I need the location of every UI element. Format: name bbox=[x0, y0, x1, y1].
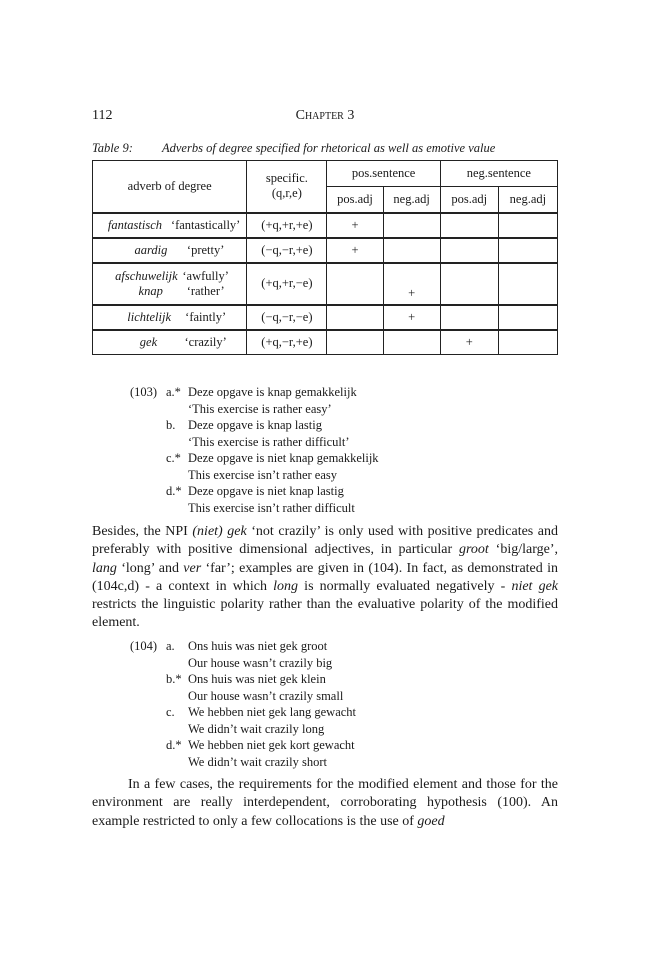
mark-cell bbox=[498, 305, 557, 330]
paragraph-text: restricts the linguistic polarity rather than the evaluative polarity of the modified element. bbox=[92, 597, 558, 631]
spec-cell: (−q,−r,−e) bbox=[247, 305, 327, 330]
adverb-cell bbox=[93, 305, 247, 330]
italic-term: groot bbox=[459, 542, 489, 558]
example-number: (104) bbox=[130, 639, 158, 653]
header-specific bbox=[247, 161, 327, 213]
chapter-title: Chapter 3 bbox=[295, 108, 355, 123]
mark-cell: + bbox=[383, 263, 440, 305]
subheader-pos-adj: pos.adj bbox=[327, 187, 383, 213]
mark-cell bbox=[440, 263, 498, 305]
subheader-pos-adj: pos.adj bbox=[440, 187, 498, 213]
table-row bbox=[93, 238, 558, 263]
example-gloss: ‘This exercise is rather easy’ bbox=[188, 401, 332, 416]
mark-cell bbox=[383, 213, 440, 238]
mark-cell: + bbox=[327, 213, 383, 238]
example-gloss: This exercise isn’t rather easy bbox=[188, 467, 338, 482]
table-row bbox=[93, 305, 558, 330]
spec-cell: (+q,−r,+e) bbox=[247, 330, 327, 355]
header-specific-line1: specific. bbox=[265, 171, 308, 186]
adverb-gloss: ‘rather’ bbox=[186, 283, 225, 298]
mark-cell bbox=[327, 305, 383, 330]
paragraph-text: In a few cases, the requirements for the modified element and those for the environment are really interdependent, corroborating hypothesis (100). An example restricted to only a few collocations is the use of bbox=[92, 777, 558, 829]
mark-cell bbox=[498, 213, 557, 238]
paragraph-text: is normally evaluated negatively - bbox=[298, 578, 512, 594]
example-sentence: We hebben niet gek kort gewacht bbox=[188, 738, 355, 752]
paragraph-text: Besides, the NPI bbox=[92, 524, 193, 539]
example-sentence: Deze opgave is knap gemakkelijk bbox=[188, 385, 357, 399]
spec-cell: (−q,−r,+e) bbox=[247, 238, 327, 263]
mark-cell bbox=[383, 238, 440, 263]
header-specific-line2: (q,r,e) bbox=[271, 186, 302, 201]
mark-cell bbox=[440, 238, 498, 263]
page-number: 112 bbox=[92, 108, 113, 123]
mark-cell: + bbox=[327, 238, 383, 263]
mark-cell bbox=[498, 330, 557, 355]
example-label: c. bbox=[166, 705, 175, 719]
adverb-gloss: ‘crazily’ bbox=[184, 334, 227, 349]
example-number: (103) bbox=[130, 385, 158, 399]
example-gloss: This exercise isn’t rather difficult bbox=[188, 500, 355, 515]
paragraph-text: ‘far’; examples are given in (104). In fact, as demonstrated in (104c,d) - a context in which bbox=[92, 560, 558, 594]
table-row bbox=[93, 263, 558, 305]
example-label: b.* bbox=[166, 672, 182, 686]
adverb-gloss: ‘fantastically’ bbox=[170, 217, 241, 232]
mark-cell: + bbox=[383, 305, 440, 330]
example-label: c.* bbox=[166, 451, 181, 465]
mark-cell bbox=[440, 213, 498, 238]
table-caption-label: Table 9: bbox=[92, 141, 133, 155]
example-gloss: We didn’t wait crazily short bbox=[188, 754, 328, 769]
example-sentence: Ons huis was niet gek klein bbox=[188, 672, 326, 686]
table-row bbox=[93, 330, 558, 355]
adverb-word: gek bbox=[139, 334, 158, 349]
adverb-cell bbox=[93, 213, 247, 238]
paragraph-text: ‘big/large’, bbox=[488, 542, 558, 558]
mark-cell bbox=[383, 330, 440, 355]
running-header bbox=[92, 108, 558, 128]
paragraph-text: ‘not crazily’ is only used with positive predicates and preferably with positive dimensional adjectives, in particular bbox=[92, 524, 559, 558]
adverb-gloss: ‘pretty’ bbox=[186, 242, 225, 257]
italic-term: niet gek bbox=[511, 578, 559, 594]
body-paragraph bbox=[92, 523, 558, 633]
adverb-cell bbox=[93, 238, 247, 263]
example-label: a. bbox=[166, 639, 175, 653]
italic-term: ver bbox=[183, 560, 202, 576]
subheader-neg-adj: neg.adj bbox=[498, 187, 557, 213]
example-gloss: Our house wasn’t crazily big bbox=[188, 655, 333, 670]
header-adverb: adverb of degree bbox=[93, 161, 247, 213]
header-pos-sentence: pos.sentence bbox=[327, 161, 440, 187]
header-neg-sentence: neg.sentence bbox=[440, 161, 557, 187]
adverb-cell bbox=[93, 263, 247, 305]
example-label: d.* bbox=[166, 738, 182, 752]
example-label: a.* bbox=[166, 385, 181, 399]
adverb-word: afschuwelijk bbox=[115, 268, 178, 283]
example-sentence: We hebben niet gek lang gewacht bbox=[188, 705, 357, 719]
mark-cell bbox=[498, 238, 557, 263]
mark-cell bbox=[440, 305, 498, 330]
example-sentence: Deze opgave is knap lastig bbox=[188, 418, 322, 432]
adverb-word: knap bbox=[138, 283, 163, 298]
table-row bbox=[93, 213, 558, 238]
paragraph-text: ‘long’ and bbox=[116, 560, 184, 576]
example-label: b. bbox=[166, 418, 176, 432]
mark-cell: + bbox=[440, 330, 498, 355]
italic-term: lang bbox=[92, 560, 117, 576]
spec-cell: (+q,+r,−e) bbox=[247, 263, 327, 305]
italic-term: goed bbox=[417, 813, 445, 829]
example-label: d.* bbox=[166, 484, 182, 498]
example-sentence: Ons huis was niet gek groot bbox=[188, 639, 328, 653]
italic-term: (niet) gek bbox=[192, 524, 247, 539]
body-paragraph bbox=[92, 776, 558, 831]
example-gloss: ‘This exercise is rather difficult’ bbox=[188, 434, 350, 449]
adverb-word: aardig bbox=[134, 242, 168, 257]
italic-term: long bbox=[273, 578, 299, 594]
mark-cell bbox=[327, 263, 383, 305]
table-caption bbox=[92, 141, 558, 156]
example-sentence: Deze opgave is niet knap gemakkelijk bbox=[188, 451, 379, 465]
adverb-gloss: ‘faintly’ bbox=[185, 309, 227, 324]
example-sentence: Deze opgave is niet knap lastig bbox=[188, 484, 344, 498]
adverb-table bbox=[92, 160, 558, 355]
spec-cell: (+q,+r,+e) bbox=[247, 213, 327, 238]
adverb-word: fantastisch bbox=[107, 217, 163, 232]
subheader-neg-adj: neg.adj bbox=[383, 187, 440, 213]
adverb-word: lichtelijk bbox=[127, 309, 172, 324]
table-caption-text: Adverbs of degree specified for rhetorical as well as emotive value bbox=[162, 141, 496, 155]
example-gloss: We didn’t wait crazily long bbox=[188, 721, 325, 736]
adverb-gloss: ‘awfully’ bbox=[182, 268, 229, 283]
adverb-cell bbox=[93, 330, 247, 355]
example-gloss: Our house wasn’t crazily small bbox=[188, 688, 344, 703]
mark-cell bbox=[498, 263, 557, 305]
mark-cell bbox=[327, 330, 383, 355]
